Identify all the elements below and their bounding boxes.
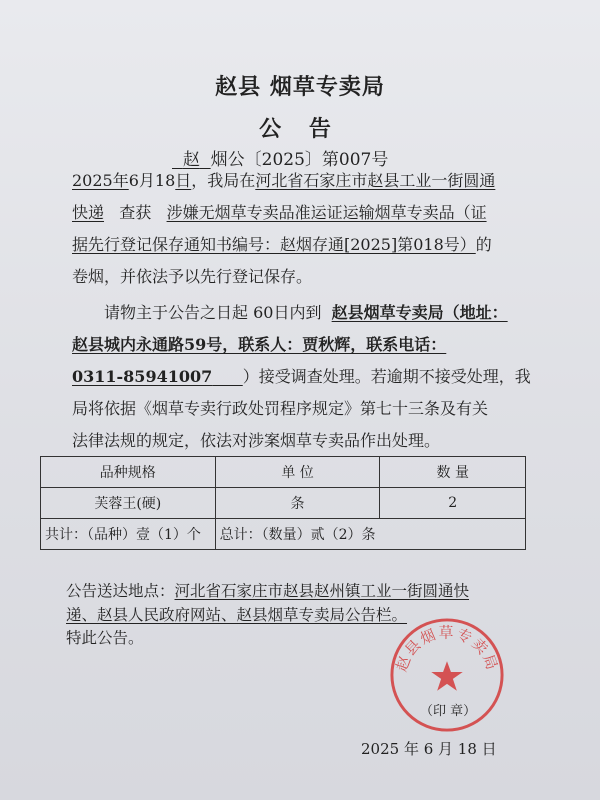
- agency-address: 赵县烟草专卖局（地址：: [331, 303, 508, 322]
- p1-line4: 卷烟，并依法予以先行登记保存。: [72, 267, 313, 286]
- agency-title: 赵县 烟草专卖局: [215, 74, 385, 100]
- issue-date: 2025 年 6 月 18 日: [361, 740, 497, 758]
- p2-line4: 局将依据《烟草专卖行政处罚程序规定》第七十三条及有关: [72, 399, 489, 418]
- p2-line3-rest: ）接受调查处理。若逾期不接受处理，我: [242, 367, 531, 386]
- seized-word: 查获: [119, 203, 152, 222]
- seizure-day-suffix: 日: [175, 171, 192, 190]
- seizure-location: 河北省石家庄市赵县工业一街圆通: [255, 171, 496, 190]
- col-qty-header: 数 量: [380, 457, 526, 488]
- col-spec-header: 品种规格: [41, 457, 216, 488]
- seal-label: （印 章）: [420, 704, 477, 719]
- doc-no-rest: 烟公〔2025〕第007号: [210, 150, 389, 170]
- seal-text: 赵县烟草专卖局: [393, 624, 501, 674]
- deadline-text: 请物主于公告之日起 60日内到: [104, 303, 322, 322]
- p2-line5: 法律法规的规定，依法对涉案烟草专卖品作出处理。: [72, 431, 441, 450]
- notice-title: 公 告: [259, 116, 341, 142]
- p2-line3: [72, 366, 531, 388]
- doc-no-prefix: 赵: [182, 150, 200, 170]
- seizure-year: 2025年: [72, 171, 129, 190]
- table-header-row: [41, 457, 526, 488]
- seizure-month-day: 6月18: [128, 171, 176, 190]
- total-varieties: 共计：（品种）壹（1）个: [41, 519, 216, 550]
- p1-line2: [72, 202, 487, 224]
- notice-line2: [66, 604, 407, 626]
- contact-phone: 0311-85941007: [72, 367, 213, 386]
- closing-phrase: 特此公告。: [66, 629, 144, 647]
- delivery-place: 河北省石家庄市赵县赵州镇工业一街圆通快: [174, 582, 470, 600]
- table-total-row: [41, 519, 526, 550]
- seizure-reason: 涉嫌无烟草专卖品准运证运输烟草专卖品（证: [166, 203, 487, 222]
- seizure-location-cont: 快递: [72, 203, 105, 222]
- p1-line3: [72, 234, 492, 256]
- cell-qty: 2: [380, 488, 526, 519]
- p2-line2: [72, 334, 446, 356]
- total-quantity: 总计：（数量）贰（2）条: [215, 519, 525, 550]
- delivery-place-cont: 递、赵县人民政府网站、赵县烟草专卖局公告栏。: [66, 606, 408, 624]
- delivery-label: 公告送达地点：: [66, 582, 175, 600]
- goods-table: [40, 456, 526, 550]
- p2-line1: [104, 302, 508, 324]
- seizure-reason-cont: 据先行登记保存通知书编号：赵烟存通[2025]第018号）: [72, 235, 476, 254]
- notice-line1: [66, 580, 469, 602]
- agency-contact: 赵县城内永通路59号，联系人：贾秋辉，联系电话：: [72, 335, 447, 354]
- cell-spec: 芙蓉王(硬): [41, 488, 216, 519]
- col-unit-header: 单 位: [215, 457, 380, 488]
- p1-line3-end: 的: [475, 235, 492, 254]
- cell-unit: 条: [215, 488, 380, 519]
- table-row: [41, 488, 526, 519]
- p1-connector: ，我局在: [191, 171, 256, 190]
- p1-line1: [72, 170, 495, 192]
- document-number: [172, 145, 388, 170]
